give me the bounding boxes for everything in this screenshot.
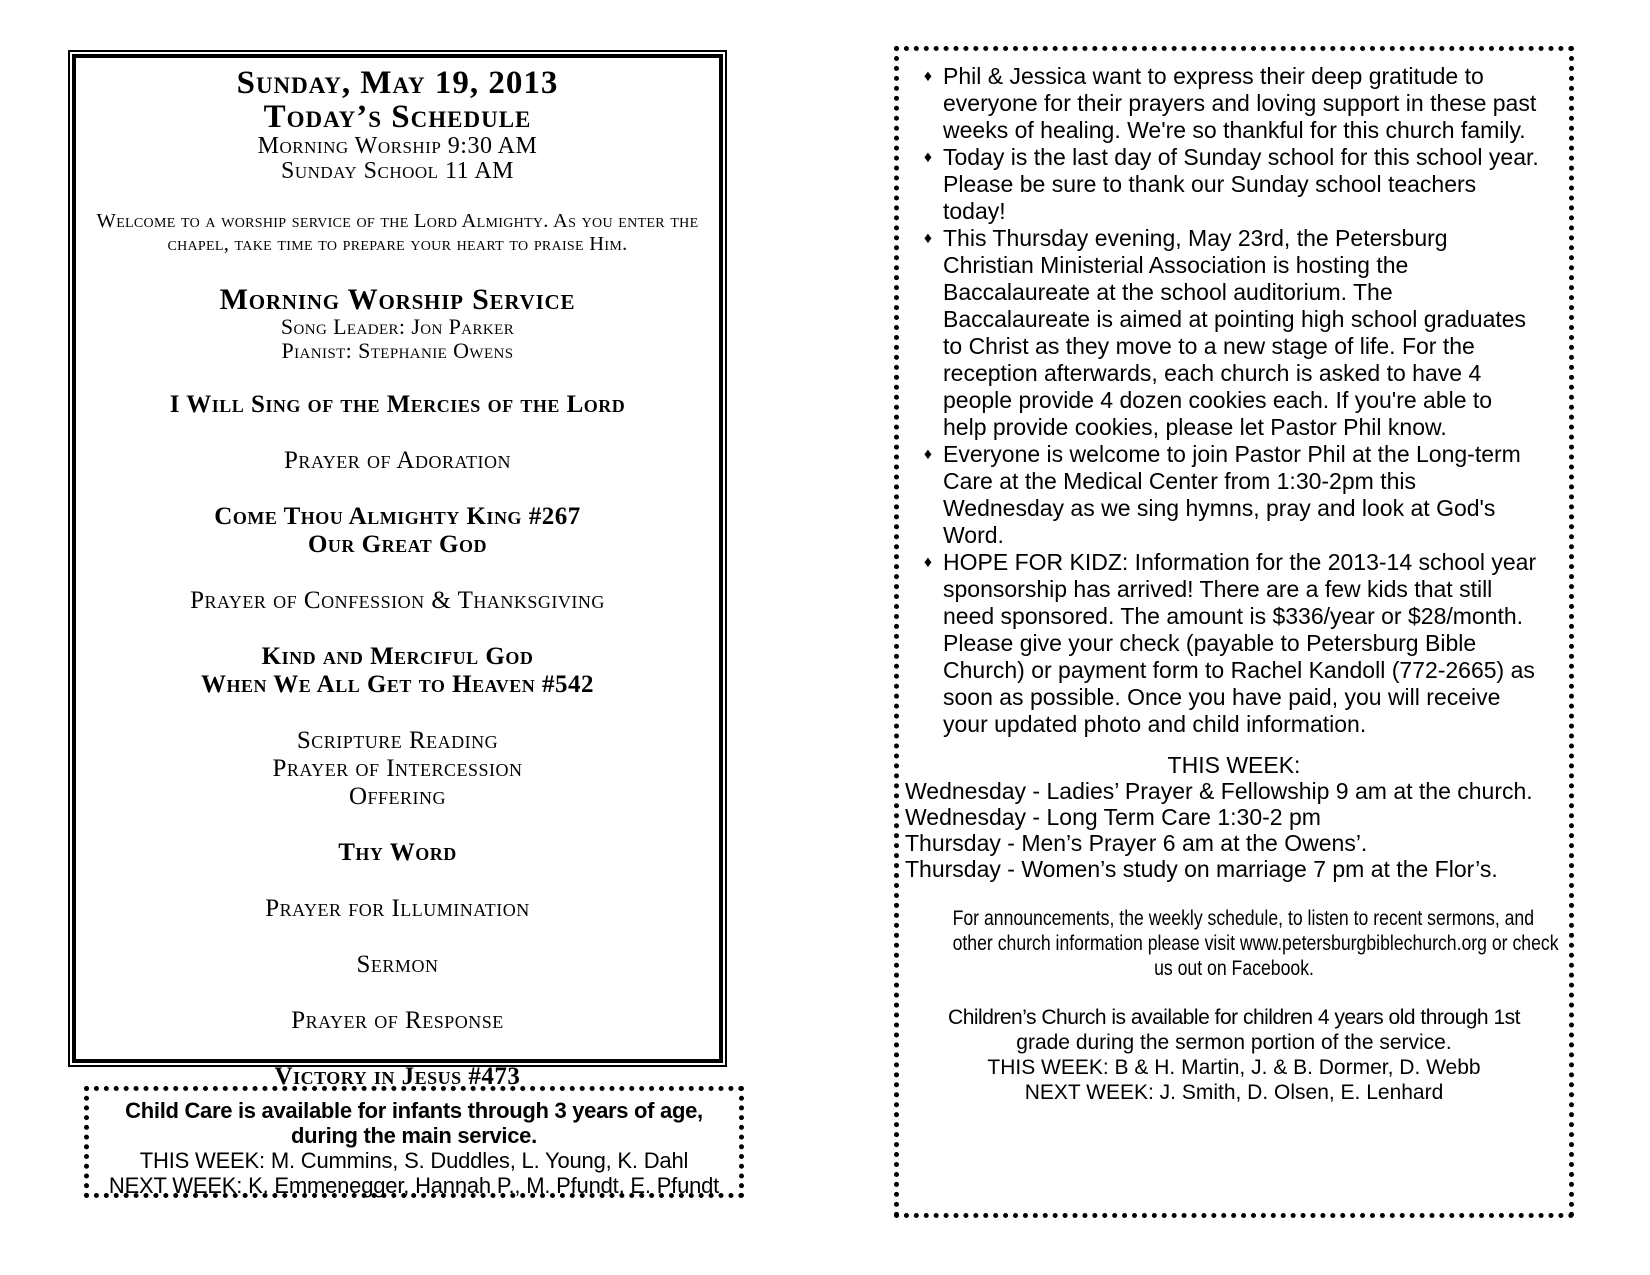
worship-item-line: Come Thou Almighty King #267 xyxy=(214,503,581,530)
worship-item-line: Thy Word xyxy=(338,839,457,866)
announcement-item xyxy=(899,549,1569,738)
schedule-date: Sunday, May 19, 2013 xyxy=(236,65,559,101)
worship-item xyxy=(76,503,719,559)
announcement-text: Everyone is welcome to join Pastor Phil at the Long-term Care at the Medical Center from 1:30-2pm this Wednesday as we sing hymns, pray and look at God's Word. xyxy=(943,441,1521,548)
worship-item xyxy=(76,1007,719,1035)
schedule-title: Today’s Schedule xyxy=(263,99,532,135)
worship-item xyxy=(76,839,719,867)
childrens-church-next-week: NEXT WEEK: J. Smith, D. Olsen, E. Lenhard xyxy=(1024,1081,1444,1104)
childcare-note-line: Child Care is available for infants through 3 years of age, xyxy=(125,1098,703,1123)
childcare-note-line: during the main service. xyxy=(291,1123,537,1148)
diamond-bullet-icon: ♦ xyxy=(923,68,933,85)
worship-item xyxy=(76,391,719,419)
worship-item-line: Prayer of Intercession xyxy=(272,755,523,782)
this-week-line: Thursday - Women’s study on marriage 7 pm at the Flor’s. xyxy=(905,856,1498,882)
diamond-bullet-icon: ♦ xyxy=(923,230,933,247)
worship-item xyxy=(76,951,719,979)
this-week-line: Wednesday - Long Term Care 1:30-2 pm xyxy=(905,804,1321,830)
worship-item-line: Prayer of Response xyxy=(291,1007,504,1034)
service-heading: Morning Worship Service xyxy=(219,283,576,316)
announcement-text: Today is the last day of Sunday school for this school year. Please be sure to thank our Sunday school teachers today! xyxy=(943,144,1539,224)
childrens-church-this-week: THIS WEEK: B & H. Martin, J. & B. Dormer, D. Webb xyxy=(987,1056,1481,1079)
worship-item-line: Prayer for Illumination xyxy=(265,895,530,922)
service-time-morning: Morning Worship 9:30 AM xyxy=(257,133,538,159)
diamond-bullet-icon: ♦ xyxy=(923,149,933,166)
announcements-panel xyxy=(894,46,1574,1218)
diamond-bullet-icon: ♦ xyxy=(923,446,933,463)
worship-item-line: Victory in Jesus #473 xyxy=(274,1063,521,1090)
order-of-service-panel xyxy=(68,50,727,1090)
childrens-church-line: Children’s Church is available for children 4 years old through 1st xyxy=(948,1006,1520,1029)
announcement-item xyxy=(899,144,1569,225)
worship-item-line: Prayer of Confession & Thanksgiving xyxy=(190,587,605,614)
worship-item-line: When We All Get to Heaven #542 xyxy=(200,671,595,698)
worship-item xyxy=(76,727,719,811)
service-time-sunday-school: Sunday School 11 AM xyxy=(280,158,515,184)
announcement-item xyxy=(899,441,1569,549)
announcement-item xyxy=(899,63,1569,144)
order-of-service-panel-inner xyxy=(72,54,723,1090)
worship-item-line: I Will Sing of the Mercies of the Lord xyxy=(169,391,626,418)
worship-item xyxy=(76,587,719,615)
website-note-line: us out on Facebook. xyxy=(1154,957,1314,980)
worship-item xyxy=(76,447,719,475)
website-note-line: For announcements, the weekly schedule, to listen to recent sermons, and xyxy=(952,907,1535,930)
childcare-next-week: NEXT WEEK: K. Emmenegger, Hannah P., M. Pfundt, E. Pfundt xyxy=(108,1173,720,1198)
worship-item-line: Our Great God xyxy=(307,531,487,558)
this-week-heading: THIS WEEK: xyxy=(1167,752,1301,778)
childcare-panel xyxy=(84,1086,744,1198)
worship-item-line: Scripture Reading xyxy=(296,727,499,754)
this-week-line: Thursday - Men’s Prayer 6 am at the Owens’. xyxy=(905,830,1368,856)
worship-item xyxy=(76,643,719,699)
service-role-song-leader: Song Leader: Jon Parker xyxy=(280,314,515,339)
childcare-this-week: THIS WEEK: M. Cummins, S. Duddles, L. Young, K. Dahl xyxy=(139,1148,689,1173)
diamond-bullet-icon: ♦ xyxy=(923,554,933,571)
childrens-church-note xyxy=(899,1005,1569,1105)
website-note xyxy=(899,906,1569,981)
worship-item xyxy=(76,895,719,923)
announcement-text: Phil & Jessica want to express their deep gratitude to everyone for their prayers and loving support in these past weeks of healing. We're so thankful for this church family. xyxy=(943,63,1537,143)
service-role-pianist: Pianist: Stephanie Owens xyxy=(281,338,514,363)
worship-item-line: Offering xyxy=(348,783,447,810)
announcement-item xyxy=(899,225,1569,441)
this-week-line: Wednesday - Ladies’ Prayer & Fellowship 9 am at the church. xyxy=(905,778,1533,804)
website-note-line: other church information please visit www.petersburgbiblechurch.org or check xyxy=(952,932,1559,955)
worship-item-line: Sermon xyxy=(356,951,439,978)
announcement-text: HOPE FOR KIDZ: Information for the 2013-14 school year sponsorship has arrived! There are a few kids that still need sponsored. The amount is $336/year or $28/month. Please give your check (payable to Petersburg Bible Church) or payment form to Rachel Kandoll (772-2665) as soon as possible. Once you have paid, you will receive your updated photo and child information. xyxy=(943,549,1537,737)
worship-item-line: Kind and Merciful God xyxy=(261,643,534,670)
announcement-text: This Thursday evening, May 23rd, the Petersburg Christian Ministerial Association is hosting the Baccalaureate at the school auditorium. The Baccalaureate is aimed at pointing high school graduates to Christ as they move to a new stage of life. For the reception afterwards, each church is asked to have 4 people provide 4 dozen cookies each. If you're able to help provide cookies, please let Pastor Phil know. xyxy=(943,225,1527,440)
childrens-church-line: grade during the sermon portion of the service. xyxy=(1016,1031,1452,1054)
welcome-note: Welcome to a worship service of the Lord Almighty. As you enter the chapel, take time to prepare your heart to praise Him. xyxy=(96,210,699,255)
worship-item-line: Prayer of Adoration xyxy=(284,447,511,474)
